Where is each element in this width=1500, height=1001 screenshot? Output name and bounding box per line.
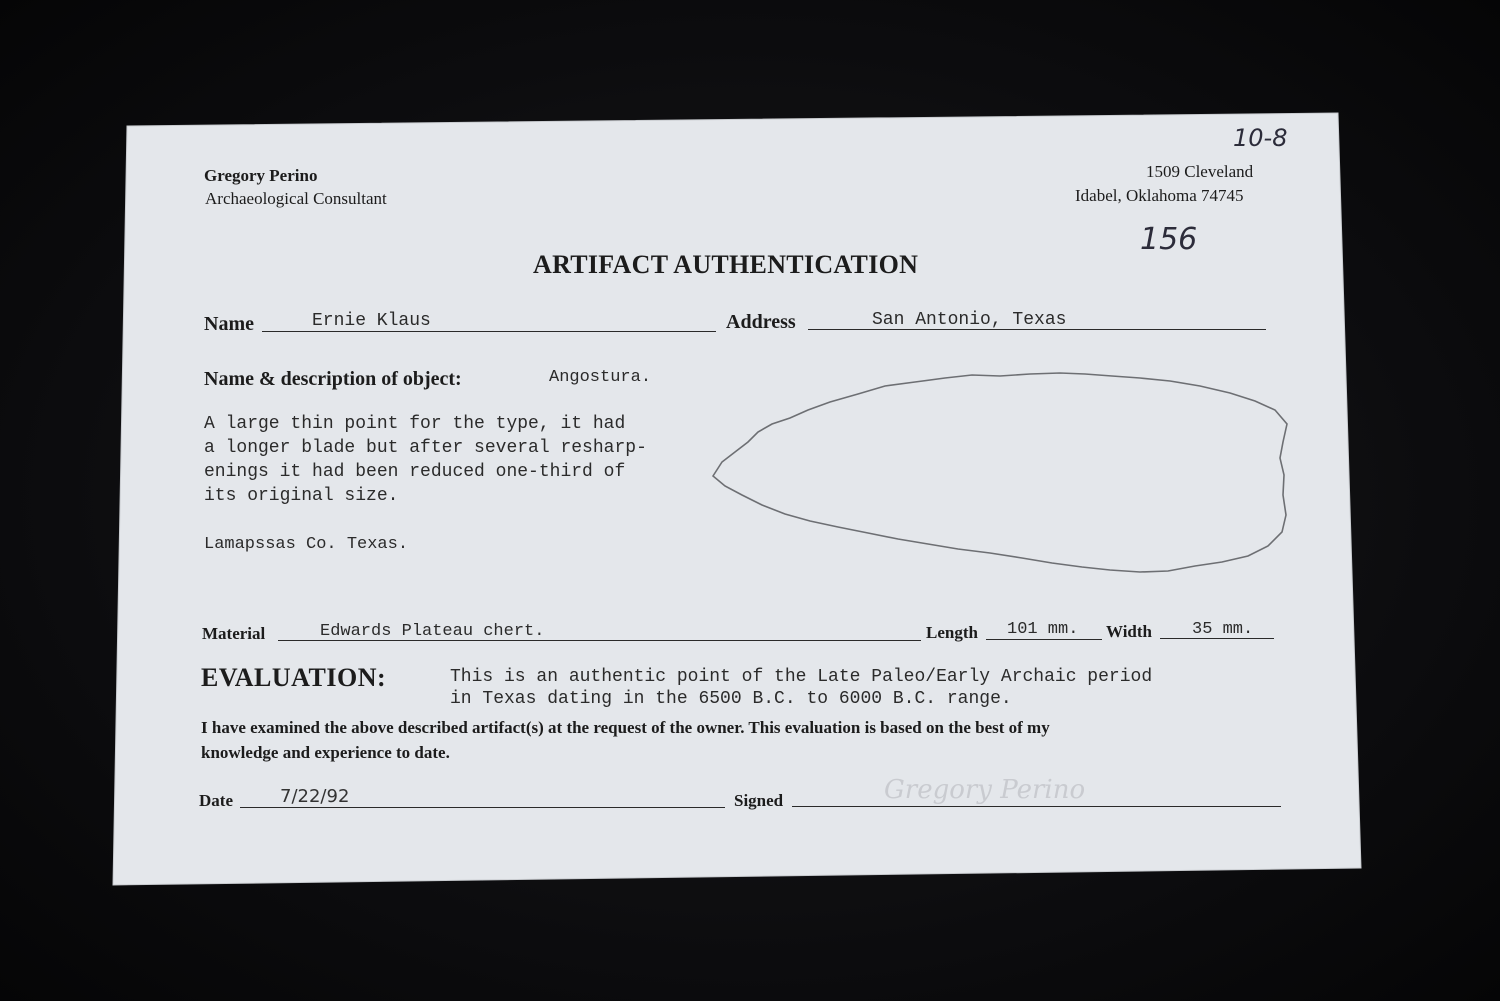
description-line-2: a longer blade but after several resharp- [204,438,647,458]
date-value: 7/22/92 [280,786,350,807]
length-label: Length [926,623,978,642]
city-address: Idabel, Oklahoma 74745 [1075,186,1244,205]
material-label: Material [202,624,266,643]
width-value: 35 mm. [1192,620,1254,639]
street-address: 1509 Cleveland [1146,162,1254,181]
evaluation-label: EVALUATION: [201,663,387,692]
address-label: Address [726,311,796,333]
name-line [262,331,716,332]
statement-line-1: I have examined the above described artifact(s) at the request of the owner. This evaluation is based on the best of my [201,718,1050,737]
description-line-1: A large thin point for the type, it had [204,414,626,434]
consultant-role: Archaeological Consultant [205,189,387,208]
handwritten-number: 156 [1140,222,1198,257]
length-line [986,639,1102,640]
evaluation-line-1: This is an authentic point of the Late Paleo/Early Archaic period [450,667,1153,687]
material-value: Edwards Plateau chert. [320,622,545,641]
signed-label: Signed [734,791,784,810]
statement-line-2: knowledge and experience to date. [201,743,450,762]
page-title: ARTIFACT AUTHENTICATION [533,250,919,279]
description-line-3: enings it had been reduced one-third of [204,462,626,482]
consultant-name: Gregory Perino [204,166,318,185]
name-value: Ernie Klaus [312,311,431,331]
object-label: Name & description of object: [204,368,462,390]
date-line [240,807,725,808]
object-value: Angostura. [549,368,652,387]
name-label: Name [204,313,254,335]
handwritten-code: 10-8 [1233,124,1288,152]
signature: Gregory Perino [884,775,1086,805]
location-text: Lamapssas Co. Texas. [204,535,409,554]
length-value: 101 mm. [1007,620,1079,639]
address-value: San Antonio, Texas [872,310,1067,330]
date-label: Date [199,791,233,810]
width-label: Width [1106,622,1152,641]
evaluation-line-2: in Texas dating in the 6500 B.C. to 6000 B.C. range. [450,689,1012,709]
description-line-4: its original size. [204,486,399,506]
signature-line [792,806,1281,807]
